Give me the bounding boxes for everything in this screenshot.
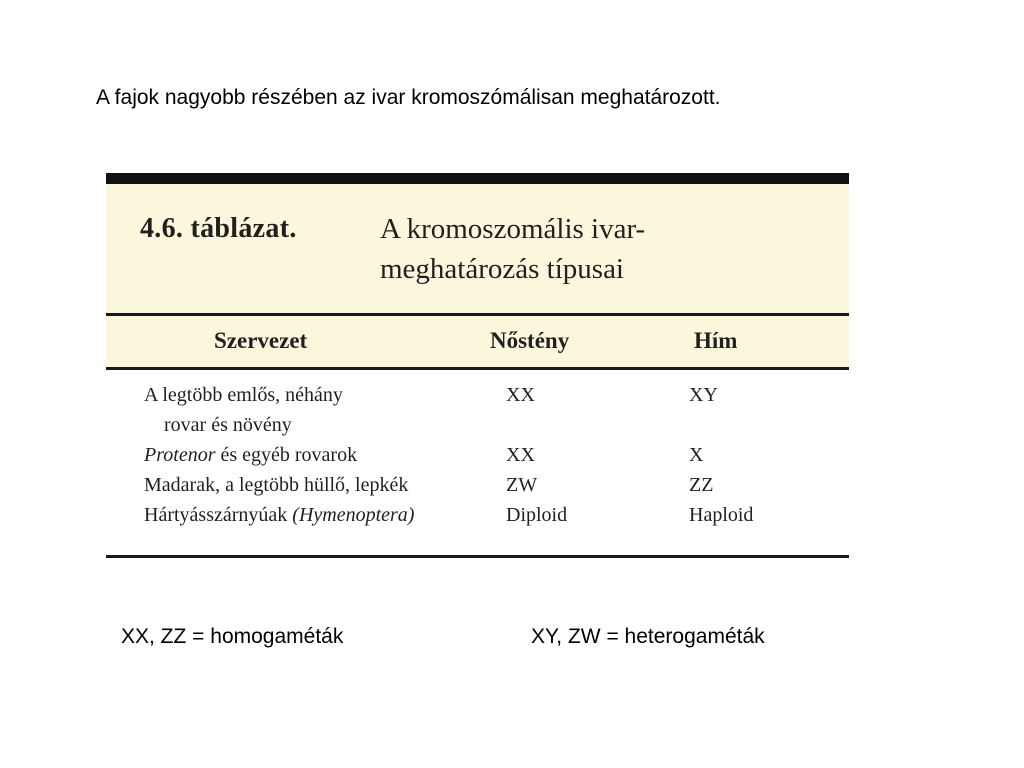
column-header-male: Hím: [694, 328, 738, 353]
chromosomal-sex-table-figure: [106, 173, 849, 559]
table-top-rule: [106, 173, 849, 184]
organism-text: és egyéb rovarok: [215, 444, 358, 466]
organism-genus-italic: Protenor: [144, 444, 216, 466]
organism-text-continued: rovar és növény: [164, 414, 292, 436]
male-cell: XY: [689, 384, 718, 406]
homogametic-note: XX, ZZ = homogaméták: [121, 625, 344, 648]
male-cell: ZZ: [689, 474, 714, 496]
organism-text: A legtöbb emlős, néhány: [144, 384, 343, 406]
heterogametic-note: XY, ZW = heterogaméták: [531, 625, 765, 648]
female-cell: XX: [506, 444, 535, 466]
male-cell: Haploid: [689, 504, 754, 526]
header-bottom-rule: [106, 367, 849, 370]
slide-title: A fajok nagyobb részében az ivar kromoszómálisan meghatározott.: [96, 86, 721, 109]
table-row: [106, 380, 849, 440]
organism-latin-italic: (Hymenoptera): [292, 504, 415, 526]
organism-cell: [106, 440, 496, 470]
female-cell: XX: [506, 384, 535, 406]
table-caption-line-2: meghatározás típusai: [380, 253, 624, 285]
table-row: [106, 500, 849, 530]
female-cell: ZW: [506, 474, 538, 496]
male-cell: X: [689, 444, 704, 466]
table-row: [106, 440, 849, 470]
organism-text: Hártyásszárnyúak: [144, 504, 293, 526]
female-cell: Diploid: [506, 504, 568, 526]
table-row: [106, 470, 849, 500]
column-header-female: Nőstény: [490, 328, 570, 353]
table-bottom-rule: [106, 555, 849, 558]
organism-cell: [106, 380, 496, 440]
column-header-organism: Szervezet: [214, 328, 308, 353]
table-caption-line-1: A kromoszomális ivar-: [380, 213, 646, 245]
table-body: [106, 380, 849, 530]
organism-cell: [106, 500, 496, 530]
organism-text: Madarak, a legtöbb hüllő, lepkék: [144, 474, 409, 496]
table-caption-number: 4.6. táblázat.: [140, 213, 297, 244]
table-caption-title: [380, 209, 645, 289]
organism-cell: [106, 470, 496, 500]
